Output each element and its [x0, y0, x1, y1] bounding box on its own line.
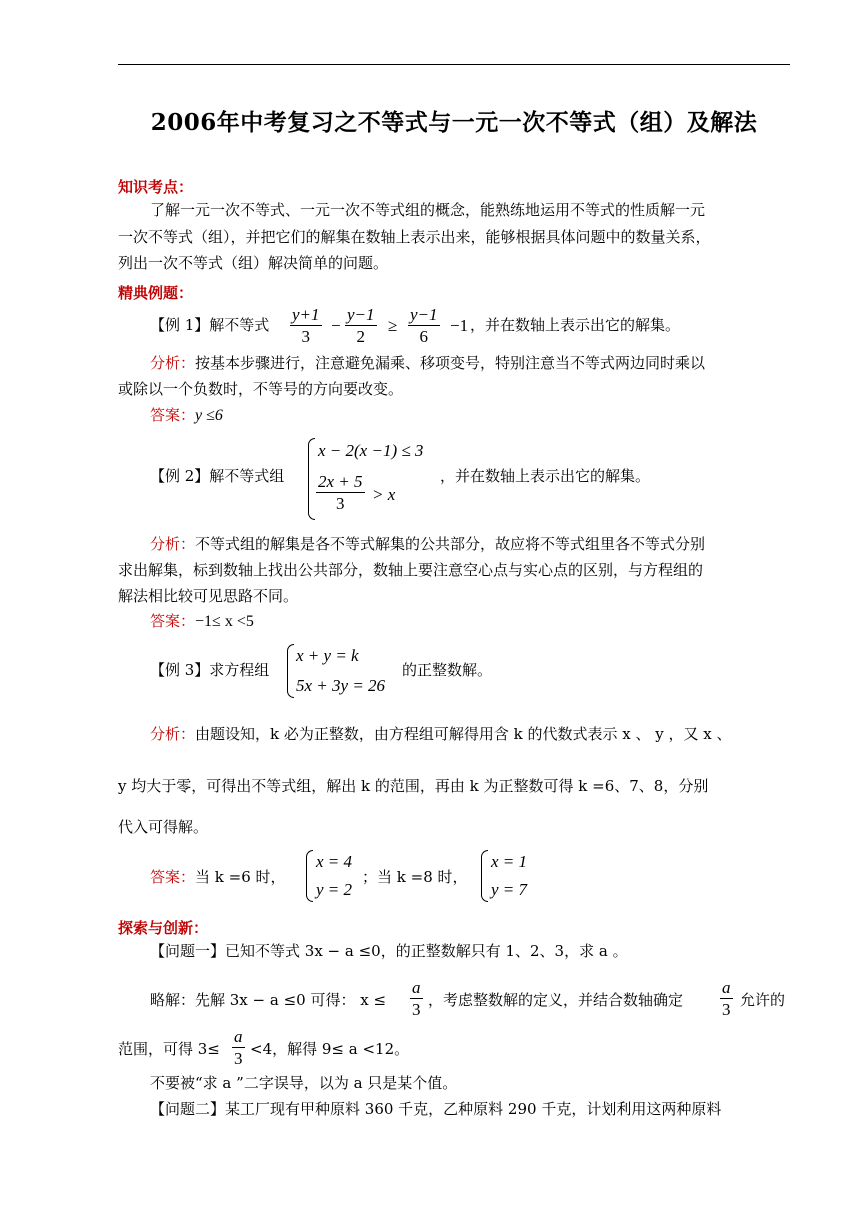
ex3-analysis-2: y 均大于零，可得出不等式组，解出 k 的范围，再由 k 为正整数可得 k =6、7、8，分别: [118, 777, 709, 795]
ex2-answer: −1≤ x <5: [195, 613, 254, 630]
ex3-sol1-y: y = 2: [316, 880, 353, 899]
q1-line2-pre: 范围，可得 3≤: [118, 1040, 220, 1058]
ex3-sol1-x: x = 4: [316, 852, 353, 871]
ex1-answer-label: 答案：: [150, 406, 196, 424]
ex1-minus-one: −1: [450, 316, 469, 335]
ex2-tail: ，并在数轴上表示出它的解集。: [440, 467, 651, 485]
ex2-ineq-1: x − 2(x −1) ≤ 3: [318, 441, 424, 460]
section-explore: 探索与创新：: [118, 919, 209, 937]
ex2-label: 【例 2】解不等式组: [150, 467, 285, 485]
q1-line2-end: <4，解得 9≤ a <12。: [250, 1040, 410, 1058]
ex3-eq-1: x + y = k: [296, 646, 359, 665]
ex3-tail: 的正整数解。: [402, 661, 493, 679]
ex1-label: 【例 1】解不等式: [150, 316, 270, 334]
knowledge-line-1: 了解一元一次不等式、一元一次不等式组的概念，能熟练地运用不等式的性质解一元: [150, 201, 706, 219]
knowledge-line-3: 列出一次不等式（组）解决简单的问题。: [118, 254, 389, 272]
ex1-fraction-2: $\frac{y-1}{2}$: [347, 305, 375, 346]
ex3-eq-2: 5x + 3y = 26: [296, 676, 386, 695]
ex3-sol2-brace: [481, 850, 488, 902]
q1-solution-mid: ，考虑整数解的定义，并结合数轴确定: [428, 991, 684, 1009]
ex3-analysis-1: 由题设知，k 必为正整数，由方程组可解得用含 k 的代数式表示 x 、 y ，又 x 、: [195, 725, 732, 743]
ex2-ineq-2-fraction: $\frac{2x + 5}{3}$: [318, 472, 363, 513]
q1-label: 【问题一】已知不等式 3x − a ≤0，的正整数解只有 1、2、3，求 a 。: [150, 942, 628, 960]
ex3-analysis-3: 代入可得解。: [118, 818, 209, 836]
ex2-analysis-label: 分析：: [150, 535, 196, 553]
ex2-brace: [308, 438, 315, 520]
ex1-analysis-2: 或除以一个负数时，不等号的方向要改变。: [118, 380, 404, 398]
ex1-tail: ，并在数轴上表示出它的解集。: [470, 316, 681, 334]
ex3-sol2-x: x = 1: [491, 852, 528, 871]
q1-solution-end: 允许的: [740, 991, 786, 1009]
ex3-answer-label: 答案：: [150, 868, 196, 886]
ex2-ineq-2-rest: > x: [372, 485, 396, 504]
page-title: 2006年中考复习之不等式与一元一次不等式（组）及解法: [150, 109, 758, 136]
ex1-analysis-label: 分析：: [150, 354, 196, 372]
ex1-fraction-1: $\frac{y+1}{3}$: [292, 305, 320, 346]
q1-fraction-a3: $\frac{a}{3}$: [412, 978, 421, 1019]
ex2-answer-label: 答案：: [150, 612, 196, 630]
q2-text: 【问题二】某工厂现有甲种原料 360 千克，乙种原料 290 千克，计划利用这两种原料: [150, 1100, 722, 1118]
ex1-minus: −: [331, 316, 341, 335]
ex3-analysis-label: 分析：: [150, 725, 196, 743]
ex1-answer: y ≤6: [195, 407, 223, 424]
knowledge-line-2: 一次不等式（组），并把它们的解集在数轴上表示出来，能够根据具体问题中的数量关系，: [118, 228, 711, 246]
ex3-brace: [287, 644, 294, 698]
ex3-answer-pre-2: ；当 k =8 时，: [362, 868, 468, 886]
ex2-analysis-2: 求出解集，标到数轴上找出公共部分，数轴上要注意空心点与实心点的区别，与方程组的: [118, 561, 704, 579]
ex3-sol2-y: y = 7: [491, 880, 528, 899]
ex1-analysis-1: 按基本步骤进行，注意避免漏乘、移项变号，特别注意当不等式两边同时乘以: [195, 354, 706, 372]
ex2-analysis-3: 解法相比较可见思路不同。: [118, 587, 299, 605]
header-rule: [118, 64, 790, 65]
ex1-fraction-3: $\frac{y-1}{6}$: [410, 305, 438, 346]
q1-fraction-a3-second: $\frac{a}{3}$: [722, 978, 731, 1019]
ex3-label: 【例 3】求方程组: [150, 661, 270, 679]
q1-note: 不要被“求 a ”二字误导，以为 a 只是某个值。: [150, 1074, 458, 1092]
section-knowledge: 知识考点：: [118, 178, 194, 196]
ex1-geq: ≥: [388, 316, 398, 335]
ex3-answer-pre-1: 当 k =6 时，: [195, 868, 286, 886]
q1-solution-pre: 略解：先解 3x − a ≤0 可得： x ≤: [150, 991, 387, 1009]
ex3-sol1-brace: [306, 850, 313, 902]
section-examples: 精典例题：: [118, 284, 194, 302]
q1-fraction-a3-third: $\frac{a}{3}$: [234, 1027, 243, 1068]
ex2-analysis-1: 不等式组的解集是各不等式解集的公共部分，故应将不等式组里各不等式分别: [195, 535, 706, 553]
